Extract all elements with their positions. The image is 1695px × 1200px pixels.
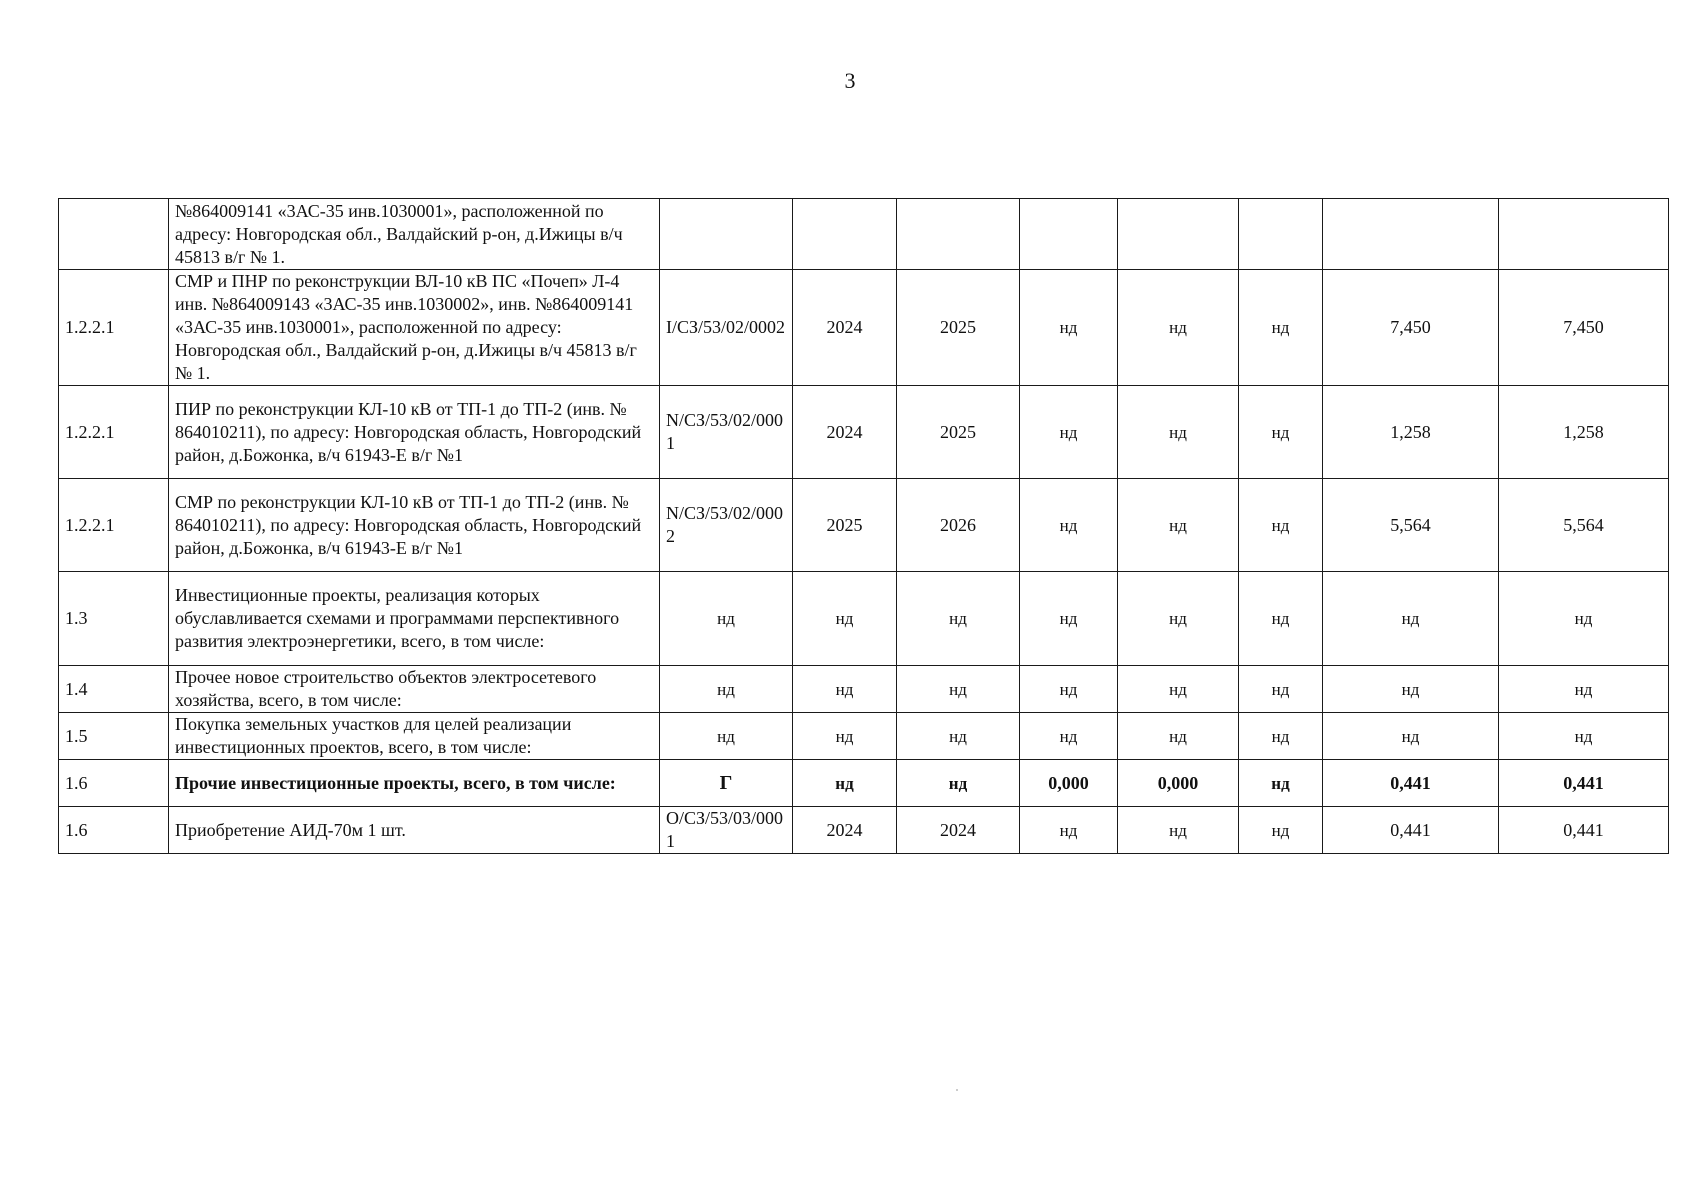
value-cell-2 — [1118, 199, 1239, 270]
project-id-cell: N/СЗ/53/02/0002 — [660, 479, 793, 572]
end-year-cell: нд — [897, 572, 1020, 666]
row-number-cell: 1.6 — [59, 760, 169, 807]
value-cell-2: 0,000 — [1118, 760, 1239, 807]
investment-projects-table — [58, 198, 1669, 854]
project-id-cell: I/СЗ/53/02/0002 — [660, 270, 793, 386]
value-cell-5: 7,450 — [1499, 270, 1669, 386]
value-cell-3: нд — [1239, 713, 1323, 760]
value-cell-3: нд — [1239, 760, 1323, 807]
row-number-cell: 1.2.2.1 — [59, 386, 169, 479]
start-year-cell: нд — [793, 760, 897, 807]
row-number-cell: 1.3 — [59, 572, 169, 666]
value-cell-2: нд — [1118, 713, 1239, 760]
project-id-cell: нд — [660, 666, 793, 713]
start-year-cell: нд — [793, 666, 897, 713]
row-number-cell: 1.5 — [59, 713, 169, 760]
value-cell-5: 5,564 — [1499, 479, 1669, 572]
project-id-cell: Г — [660, 760, 793, 807]
value-cell-5: нд — [1499, 713, 1669, 760]
row-number-cell: 1.6 — [59, 807, 169, 854]
project-id-cell: нд — [660, 572, 793, 666]
value-cell-1 — [1020, 199, 1118, 270]
table-row — [59, 760, 1669, 807]
project-id-cell: N/СЗ/53/02/0001 — [660, 386, 793, 479]
value-cell-1: нд — [1020, 807, 1118, 854]
value-cell-3: нд — [1239, 666, 1323, 713]
value-cell-4: нд — [1323, 666, 1499, 713]
table-row — [59, 270, 1669, 386]
value-cell-2: нд — [1118, 386, 1239, 479]
table-row — [59, 807, 1669, 854]
start-year-cell: 2024 — [793, 807, 897, 854]
value-cell-1: нд — [1020, 270, 1118, 386]
project-name-cell: СМР и ПНР по реконструкции ВЛ-10 кВ ПС «Почеп» Л-4 инв. №864009143 «3АС-35 инв.1030002», инв. №864009141 «3АС-35 инв.1030001», расположенной по адресу: Новгородская обл., Валдайский р-он, д.Ижицы в/ч 45813 в/г № 1. — [169, 270, 660, 386]
value-cell-2: нд — [1118, 479, 1239, 572]
table-row — [59, 479, 1669, 572]
value-cell-4: 1,258 — [1323, 386, 1499, 479]
end-year-cell: нд — [897, 666, 1020, 713]
scan-speck — [956, 1089, 958, 1091]
table-row — [59, 386, 1669, 479]
value-cell-1: нд — [1020, 666, 1118, 713]
start-year-cell: 2025 — [793, 479, 897, 572]
value-cell-2: нд — [1118, 807, 1239, 854]
value-cell-1: нд — [1020, 479, 1118, 572]
value-cell-3: нд — [1239, 479, 1323, 572]
end-year-cell: нд — [897, 713, 1020, 760]
start-year-cell — [793, 199, 897, 270]
end-year-cell: 2025 — [897, 270, 1020, 386]
project-id-cell: O/СЗ/53/03/0001 — [660, 807, 793, 854]
project-name-cell: Инвестиционные проекты, реализация которых обуславливается схемами и программами перспективного развития электроэнергетики, всего, в том числе: — [169, 572, 660, 666]
end-year-cell: 2024 — [897, 807, 1020, 854]
end-year-cell — [897, 199, 1020, 270]
value-cell-1: нд — [1020, 572, 1118, 666]
value-cell-4 — [1323, 199, 1499, 270]
row-number-cell: 1.4 — [59, 666, 169, 713]
project-name-cell: ПИР по реконструкции КЛ-10 кВ от ТП-1 до ТП-2 (инв. № 864010211), по адресу: Новгородская область, Новгородский район, д.Божонка, в/ч 61943-Е в/г №1 — [169, 386, 660, 479]
value-cell-5: 1,258 — [1499, 386, 1669, 479]
table-row — [59, 572, 1669, 666]
value-cell-1: нд — [1020, 713, 1118, 760]
value-cell-5 — [1499, 199, 1669, 270]
value-cell-2: нд — [1118, 666, 1239, 713]
value-cell-5: нд — [1499, 666, 1669, 713]
value-cell-4: 5,564 — [1323, 479, 1499, 572]
table-row — [59, 713, 1669, 760]
value-cell-4: 0,441 — [1323, 807, 1499, 854]
project-id-cell: нд — [660, 713, 793, 760]
value-cell-3: нд — [1239, 386, 1323, 479]
row-number-cell: 1.2.2.1 — [59, 270, 169, 386]
value-cell-3 — [1239, 199, 1323, 270]
project-name-cell: СМР по реконструкции КЛ-10 кВ от ТП-1 до ТП-2 (инв. № 864010211), по адресу: Новгородская область, Новгородский район, д.Божонка, в/ч 61943-Е в/г №1 — [169, 479, 660, 572]
end-year-cell: нд — [897, 760, 1020, 807]
value-cell-4: нд — [1323, 572, 1499, 666]
end-year-cell: 2025 — [897, 386, 1020, 479]
value-cell-5: 0,441 — [1499, 807, 1669, 854]
value-cell-1: 0,000 — [1020, 760, 1118, 807]
value-cell-5: 0,441 — [1499, 760, 1669, 807]
start-year-cell: нд — [793, 713, 897, 760]
start-year-cell: 2024 — [793, 386, 897, 479]
value-cell-4: 0,441 — [1323, 760, 1499, 807]
start-year-cell: нд — [793, 572, 897, 666]
value-cell-2: нд — [1118, 270, 1239, 386]
start-year-cell: 2024 — [793, 270, 897, 386]
row-number-cell — [59, 199, 169, 270]
project-name-cell: Покупка земельных участков для целей реализации инвестиционных проектов, всего, в том числе: — [169, 713, 660, 760]
value-cell-1: нд — [1020, 386, 1118, 479]
project-name-cell: Прочее новое строительство объектов электросетевого хозяйства, всего, в том числе: — [169, 666, 660, 713]
project-id-cell — [660, 199, 793, 270]
table-row — [59, 666, 1669, 713]
end-year-cell: 2026 — [897, 479, 1020, 572]
project-name-cell: Прочие инвестиционные проекты, всего, в том числе: — [169, 760, 660, 807]
value-cell-2: нд — [1118, 572, 1239, 666]
value-cell-3: нд — [1239, 270, 1323, 386]
project-name-cell: №864009141 «3АС-35 инв.1030001», расположенной по адресу: Новгородская обл., Валдайский р-он, д.Ижицы в/ч 45813 в/г № 1. — [169, 199, 660, 270]
page-number: 3 — [844, 68, 856, 93]
row-number-cell: 1.2.2.1 — [59, 479, 169, 572]
value-cell-4: 7,450 — [1323, 270, 1499, 386]
value-cell-3: нд — [1239, 572, 1323, 666]
table-row — [59, 199, 1669, 270]
value-cell-4: нд — [1323, 713, 1499, 760]
value-cell-5: нд — [1499, 572, 1669, 666]
project-name-cell: Приобретение АИД-70м 1 шт. — [169, 807, 660, 854]
value-cell-3: нд — [1239, 807, 1323, 854]
